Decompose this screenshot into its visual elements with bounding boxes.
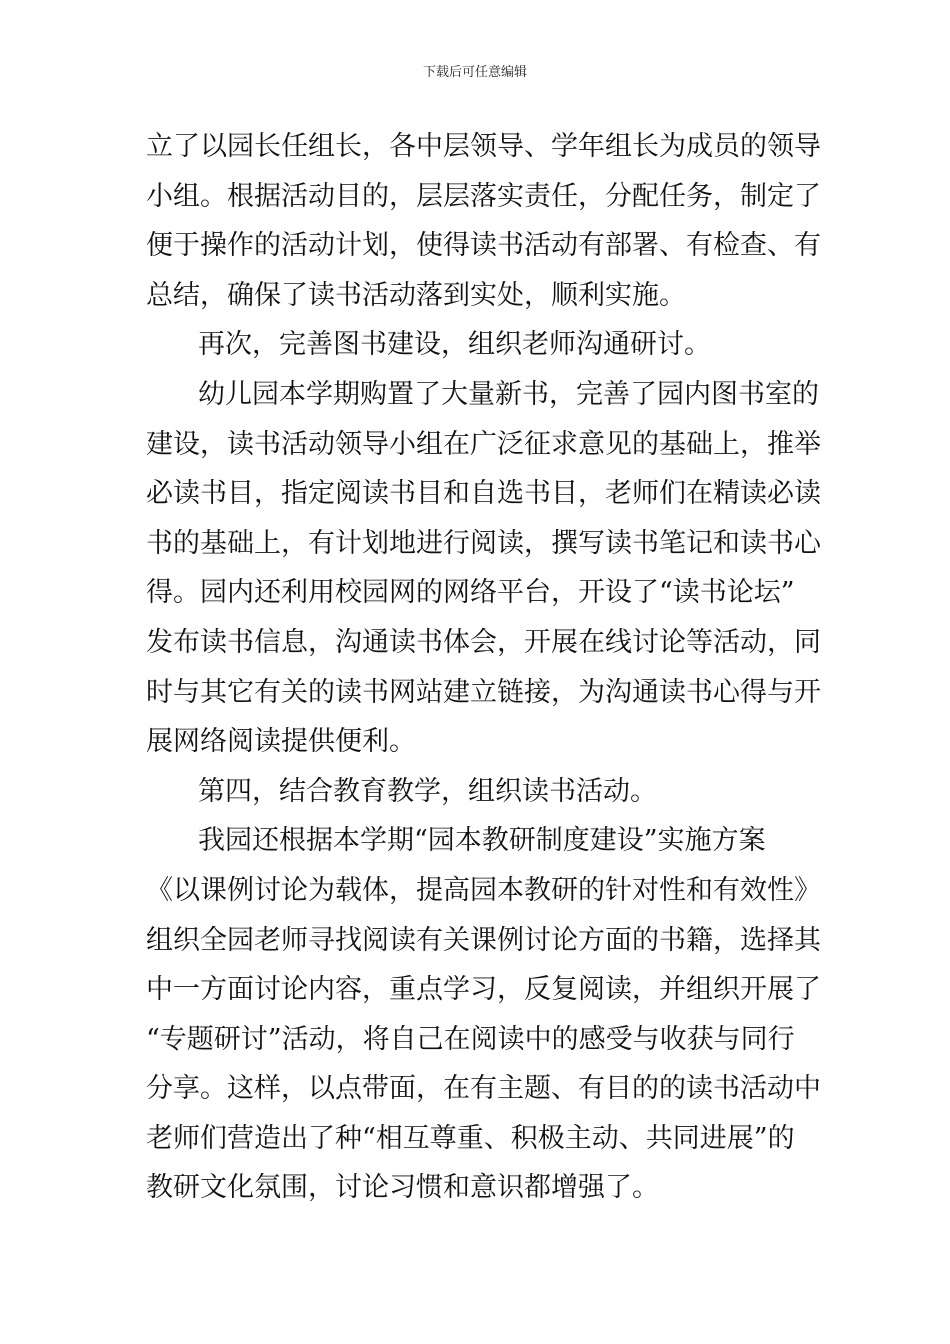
text-line: 展网络阅读提供便利。: [146, 726, 416, 758]
text-line: 便于操作的活动计划，使得读书活动有部署、有检查、有: [146, 230, 821, 262]
text-line: 发布读书信息，沟通读书体会，开展在线讨论等活动，同: [146, 626, 821, 658]
text-line: 小组。根据活动目的，层层落实责任，分配任务，制定了: [146, 180, 821, 212]
text-line: 组织全园老师寻找阅读有关课例讨论方面的书籍，选择其: [146, 924, 821, 956]
text-line: 分享。这样，以点带面，在有主题、有目的的读书活动中: [146, 1073, 821, 1105]
text-line: 得。园内还利用校园网的网络平台，开设了“读书论坛”: [146, 577, 795, 609]
text-line: 第四，结合教育教学，组织读书活动。: [198, 775, 657, 807]
text-line: “专题研讨”活动，将自己在阅读中的感受与收获与同行: [146, 1023, 795, 1055]
text-line: 我园还根据本学期“园本教研制度建设”实施方案: [198, 825, 766, 857]
text-line: 总结，确保了读书活动落到实处，顺利实施。: [146, 279, 686, 311]
text-line: 书的基础上，有计划地进行阅读，撰写读书笔记和读书心: [146, 527, 821, 559]
text-line: 建设，读书活动领导小组在广泛征求意见的基础上，推举: [146, 428, 821, 460]
text-line: 必读书目，指定阅读书目和自选书目，老师们在精读必读: [146, 478, 821, 510]
text-line: 老师们营造出了种“相互尊重、积极主动、共同进展”的: [146, 1122, 795, 1154]
document-body: [146, 122, 821, 1213]
text-line: 幼儿园本学期购置了大量新书，完善了园内图书室的: [198, 378, 819, 410]
text-line: 再次，完善图书建设，组织老师沟通研讨。: [198, 329, 711, 361]
text-line: 立了以园长任组长，各中层领导、学年组长为成员的领导: [146, 131, 821, 162]
text-line: 时与其它有关的读书网站建立链接，为沟通读书心得与开: [146, 676, 821, 708]
page-header: 下载后可任意编辑: [422, 65, 527, 80]
text-line: 《以课例讨论为载体，提高园本教研的针对性和有效性》: [146, 874, 821, 906]
text-line: 中一方面讨论内容，重点学习，反复阅读，并组织开展了: [146, 974, 821, 1006]
text-line: 教研文化氛围，讨论习惯和意识都增强了。: [146, 1172, 659, 1204]
